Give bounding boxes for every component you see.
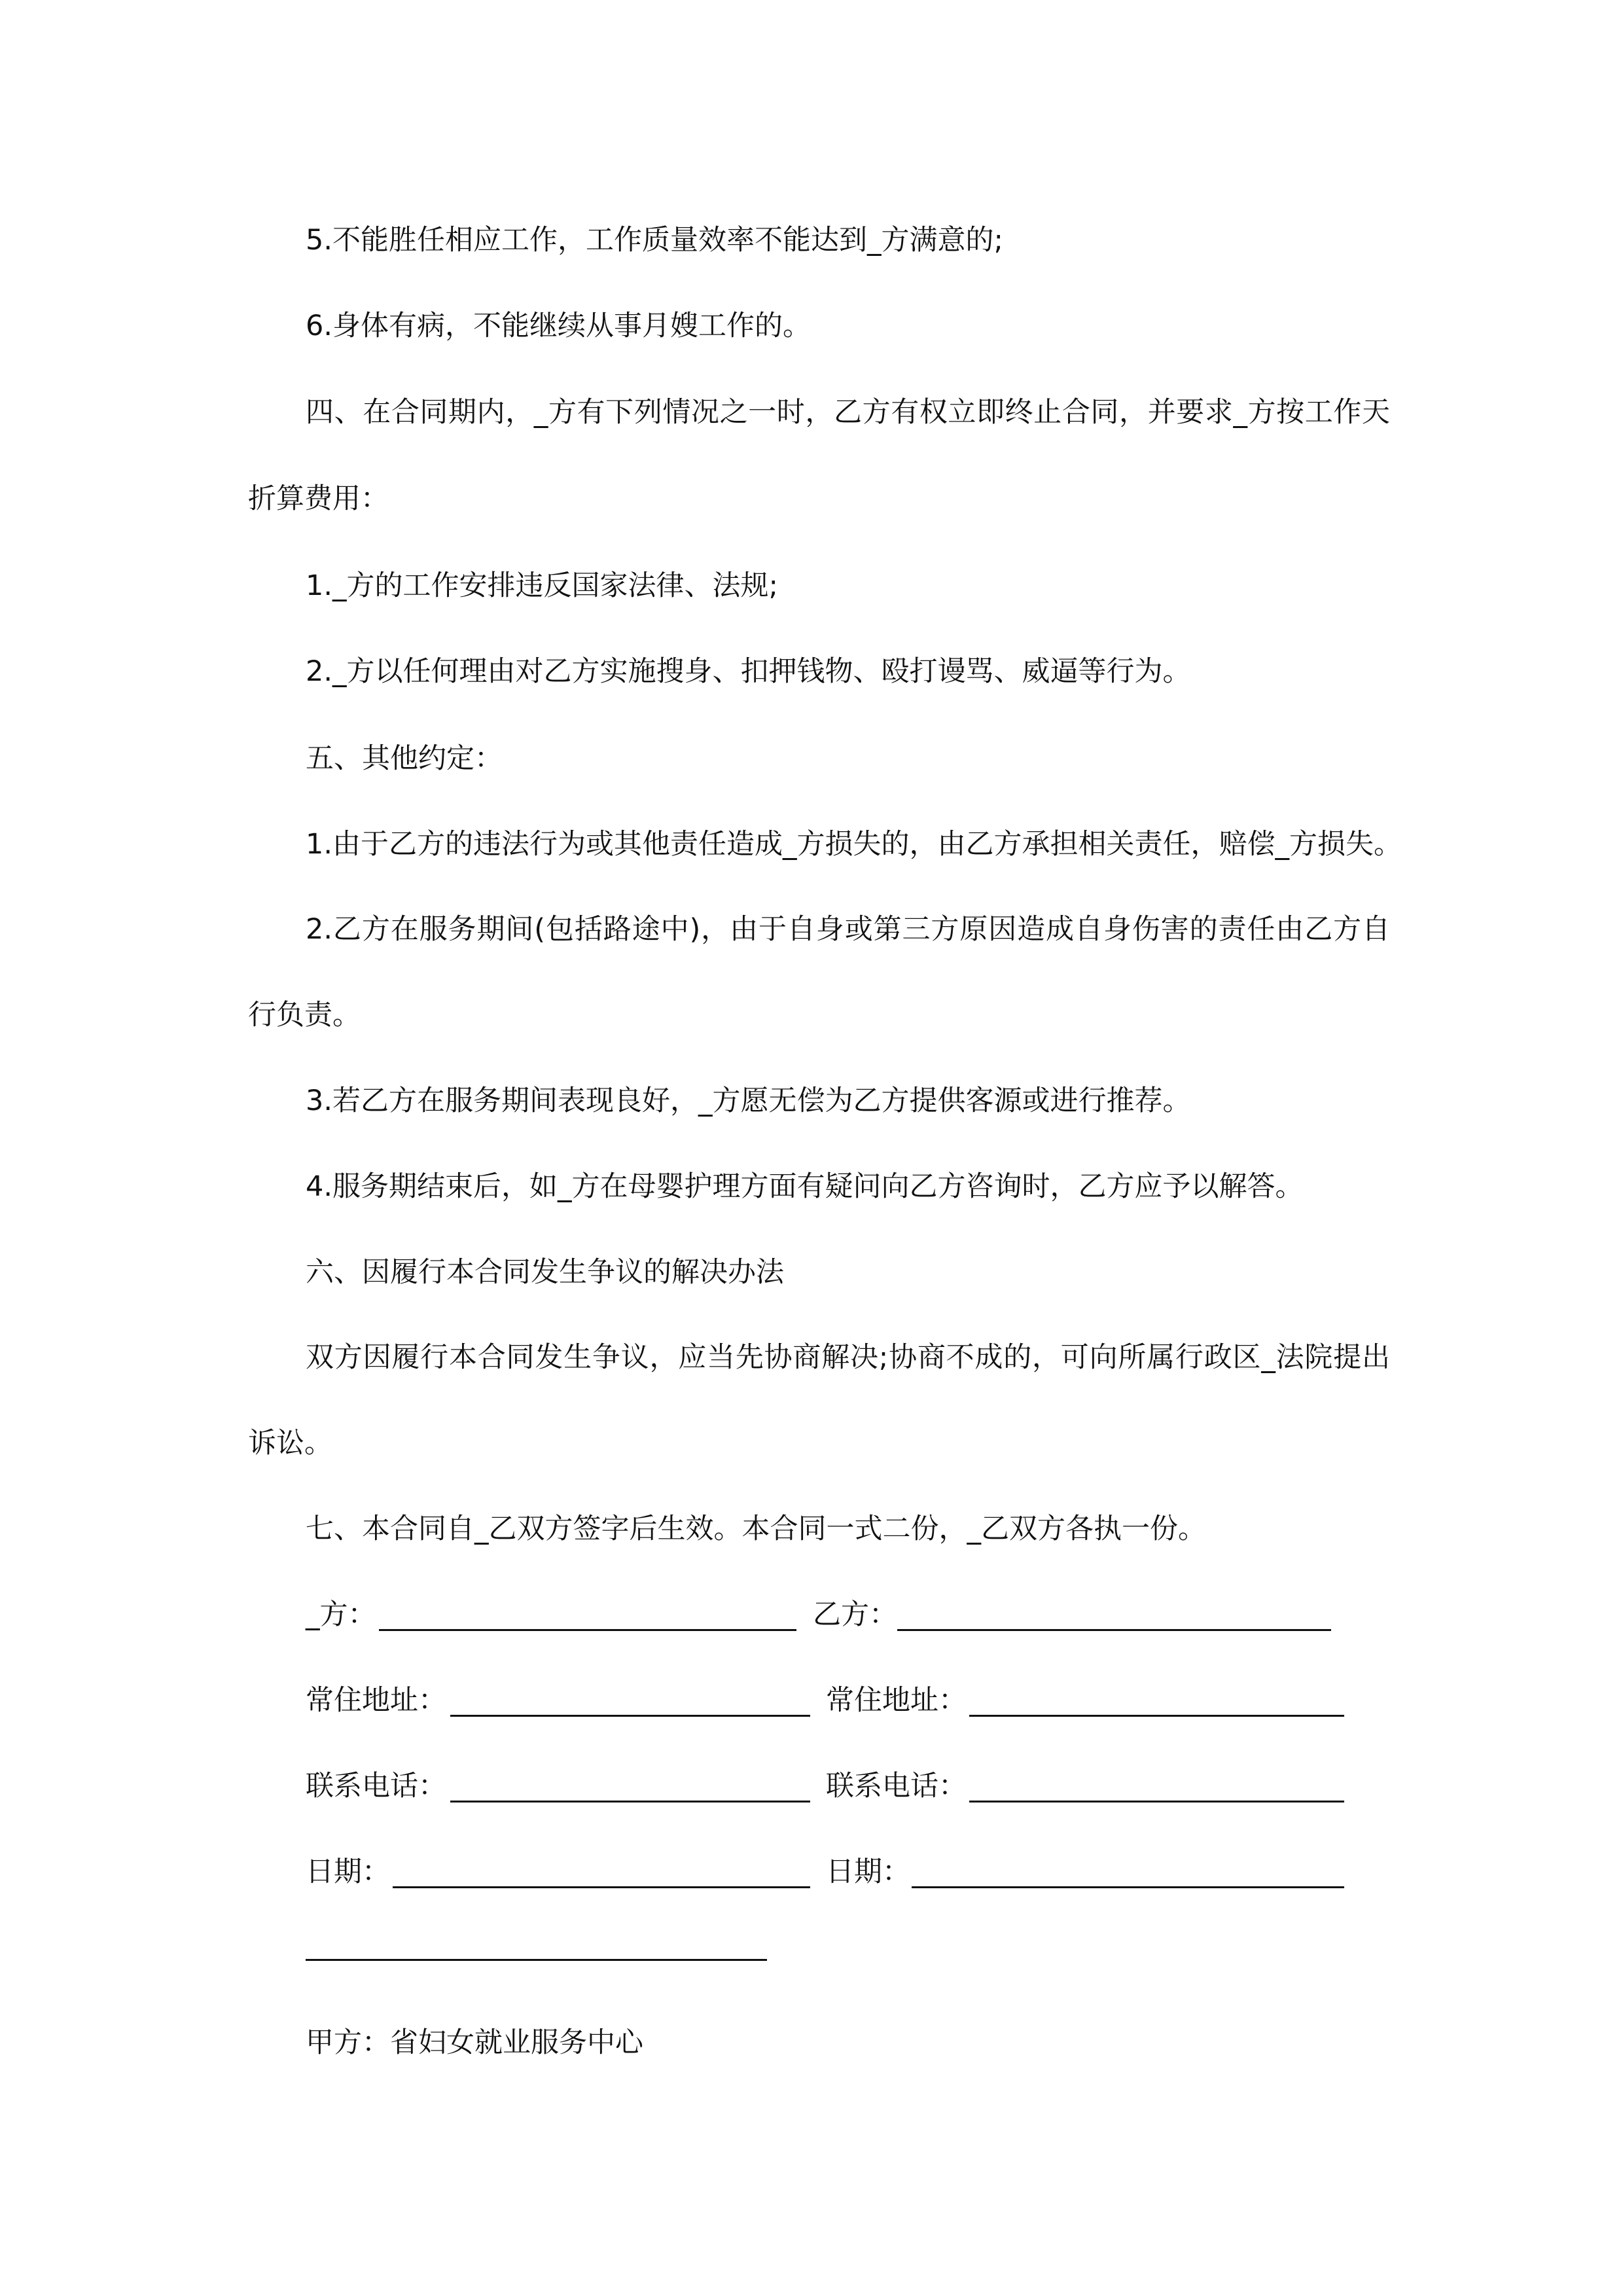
section-6-text: 双方因履行本合同发生争议，应当先协商解决;协商不成的，可向所属行政区_法院提出 <box>306 1341 1390 1374</box>
address-label-b: 常住地址： <box>826 1684 967 1717</box>
address-line-b <box>969 1715 1344 1717</box>
section-5-heading: 五、其他约定： <box>306 742 503 775</box>
party-a-label: _方： <box>306 1598 376 1631</box>
section-4-heading: 四、在合同期内，_方有下列情况之一时，乙方有权立即终止合同，并要求_方按工作天 <box>306 396 1390 429</box>
section-4-heading-cont: 折算费用： <box>248 482 389 515</box>
date-label-a: 日期： <box>306 1856 390 1888</box>
section-5-item-2-cont: 行负责。 <box>248 999 361 1031</box>
phone-line-a <box>450 1801 810 1803</box>
date-line-a <box>393 1886 810 1888</box>
phone-label-a: 联系电话： <box>306 1770 446 1803</box>
section-6-heading: 六、因履行本合同发生争议的解决办法 <box>306 1256 784 1289</box>
phone-line-b <box>969 1801 1344 1803</box>
section-4-item-2: 2._方以任何理由对乙方实施搜身、扣押钱物、殴打谩骂、威逼等行为。 <box>306 655 1191 688</box>
party-b-label: 乙方： <box>813 1598 897 1631</box>
blank-line <box>306 1959 767 1961</box>
date-label-b: 日期： <box>826 1856 910 1888</box>
phone-label-b: 联系电话： <box>826 1770 967 1803</box>
section-4-item-1: 1._方的工作安排违反国家法律、法规; <box>306 569 779 602</box>
address-label-a: 常住地址： <box>306 1684 446 1717</box>
section-5-item-1: 1.由于乙方的违法行为或其他责任造成_方损失的，由乙方承担相关责任，赔偿_方损失。 <box>306 828 1402 861</box>
clause-5: 5.不能胜任相应工作，工作质量效率不能达到_方满意的; <box>306 224 1004 257</box>
party-a-name: 甲方：省妇女就业服务中心 <box>306 2026 643 2059</box>
party-b-signature-line <box>897 1629 1331 1631</box>
section-7: 七、本合同自_乙双方签字后生效。本合同一式二份，_乙双方各执一份。 <box>306 1513 1206 1545</box>
clause-6: 6.身体有病，不能继续从事月嫂工作的。 <box>306 310 812 342</box>
section-6-text-cont: 诉讼。 <box>248 1427 332 1460</box>
party-a-signature-line <box>379 1629 796 1631</box>
section-5-item-2: 2.乙方在服务期间(包括路途中)，由于自身或第三方原因造成自身伤害的责任由乙方自 <box>306 913 1390 946</box>
section-5-item-3: 3.若乙方在服务期间表现良好，_方愿无偿为乙方提供客源或进行推荐。 <box>306 1085 1191 1117</box>
date-line-b <box>912 1886 1344 1888</box>
address-line-a <box>450 1715 810 1717</box>
section-5-item-4: 4.服务期结束后，如_方在母婴护理方面有疑问向乙方咨询时，乙方应予以解答。 <box>306 1170 1304 1203</box>
